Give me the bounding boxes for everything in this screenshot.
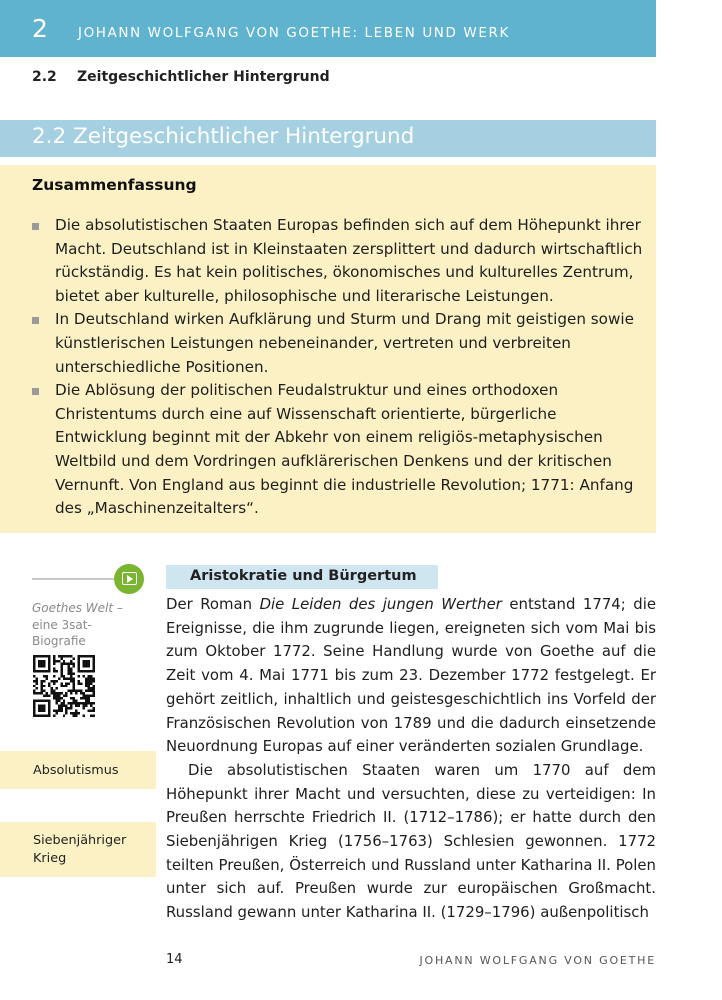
summary-bullet-list bbox=[32, 214, 646, 521]
novel-title: Die Leiden des jungen Werther bbox=[259, 595, 502, 613]
section-banner bbox=[0, 120, 656, 157]
summary-bullet-text: Die Ablösung der politischen Feudalstruktur und eines orthodoxen Christentums durch eine auf Wissenschaft orientierte, bürgerliche Entwicklung beginnt mit der Abkehr von einem religiös-metaphysischen Weltbild und dem Vordringen aufklärerischen Denkens und der kritischen Vernunft. Von England aus beginnt die industrielle Revolution; 1771: Anfang des „Maschinenzeitalters“. bbox=[55, 381, 634, 518]
subheading: Aristokratie und Bürgertum bbox=[190, 568, 417, 584]
margin-note-absolutismus: Absolutismus bbox=[33, 763, 119, 778]
section-banner-title: 2.2 Zeitgeschichtlicher Hintergrund bbox=[32, 124, 415, 149]
bullet-square-icon bbox=[32, 388, 39, 395]
summary-bullet bbox=[32, 308, 646, 379]
footer-running-title: JOHANN WOLFGANG VON GOETHE bbox=[419, 954, 656, 967]
margin-note-siebenjaehriger-krieg: Siebenjähriger Krieg bbox=[33, 833, 127, 866]
chapter-header-band bbox=[0, 0, 656, 57]
chapter-number: 2 bbox=[32, 14, 48, 43]
body-paragraph bbox=[166, 593, 656, 759]
sidebar-divider bbox=[32, 578, 118, 580]
bullet-square-icon bbox=[32, 317, 39, 324]
video-caption-line1: Goethes Welt – bbox=[32, 601, 123, 615]
body-text-run: Der Roman bbox=[166, 595, 260, 613]
body-text bbox=[166, 593, 656, 925]
running-section-number: 2.2 bbox=[32, 69, 57, 85]
body-paragraph: Die absolutistischen Staaten waren um 1770 auf dem Höhepunkt ihrer Macht und versuchten, diese zu verteidigen: In Preußen herrschte Friedrich II. (1712–1786); er hatte durch den Siebenjährigen Krieg (1756–1763) Schlesien gewonnen. 1772 teilten Preußen, Österreich und Russland unter Katharina II. Polen unter sich auf. Preußen wurde zur europäischen Großmacht. Russland gewann unter Katharina II. (1729–1796) außenpolitisch bbox=[166, 760, 656, 922]
video-caption-line2: eine 3sat-Biografie bbox=[32, 617, 92, 648]
video-caption bbox=[32, 600, 132, 650]
chapter-title: JOHANN WOLFGANG VON GOETHE: LEBEN UND WERK bbox=[78, 25, 510, 41]
running-section-title: Zeitgeschichtlicher Hintergrund bbox=[77, 69, 330, 85]
subheading-box bbox=[166, 565, 438, 589]
page-number: 14 bbox=[166, 952, 183, 967]
play-triangle-shape bbox=[127, 575, 133, 583]
margin-note-box bbox=[0, 822, 156, 877]
bullet-square-icon bbox=[32, 223, 39, 230]
play-video-icon[interactable] bbox=[114, 564, 144, 594]
qr-code-icon[interactable] bbox=[33, 655, 95, 717]
summary-bullet bbox=[32, 379, 646, 521]
summary-bullet-text: In Deutschland wirken Aufklärung und Sturm und Drang mit geistigen sowie künstlerischen Leistungen nebeneinander, vertreten und verbreiten unterschiedliche Positionen. bbox=[55, 310, 634, 376]
margin-note-box bbox=[0, 751, 156, 789]
summary-bullet-text: Die absolutistischen Staaten Europas befinden sich auf dem Höhepunkt ihrer Macht. Deutschland ist in Kleinstaaten zersplittert und dadurch wirtschaftlich rückständig. Es hat kein politisches, ökonomisches und kulturelles Zentrum, bietet aber kulturelle, philosophische und literarische Leistungen. bbox=[55, 216, 643, 305]
body-text-run: entstand 1774; die Ereignisse, die ihm zugrunde liegen, ereigneten sich vom Mai bis zum Oktober 1772. Seine Handlung wurde von Goethe auf die Zeit vom 4. Mai 1771 bis zum 23. Dezember 1772 festgelegt. Er gehört zeitlich, inhaltlich und geistesgeschichtlich ins Vorfeld der Französischen Revolution von 1789 und die dadurch einsetzende Neuordnung Europas auf einer veränderten sozialen Grundlage. bbox=[166, 595, 657, 756]
summary-bullet bbox=[32, 214, 646, 308]
summary-heading: Zusammenfassung bbox=[32, 176, 197, 194]
